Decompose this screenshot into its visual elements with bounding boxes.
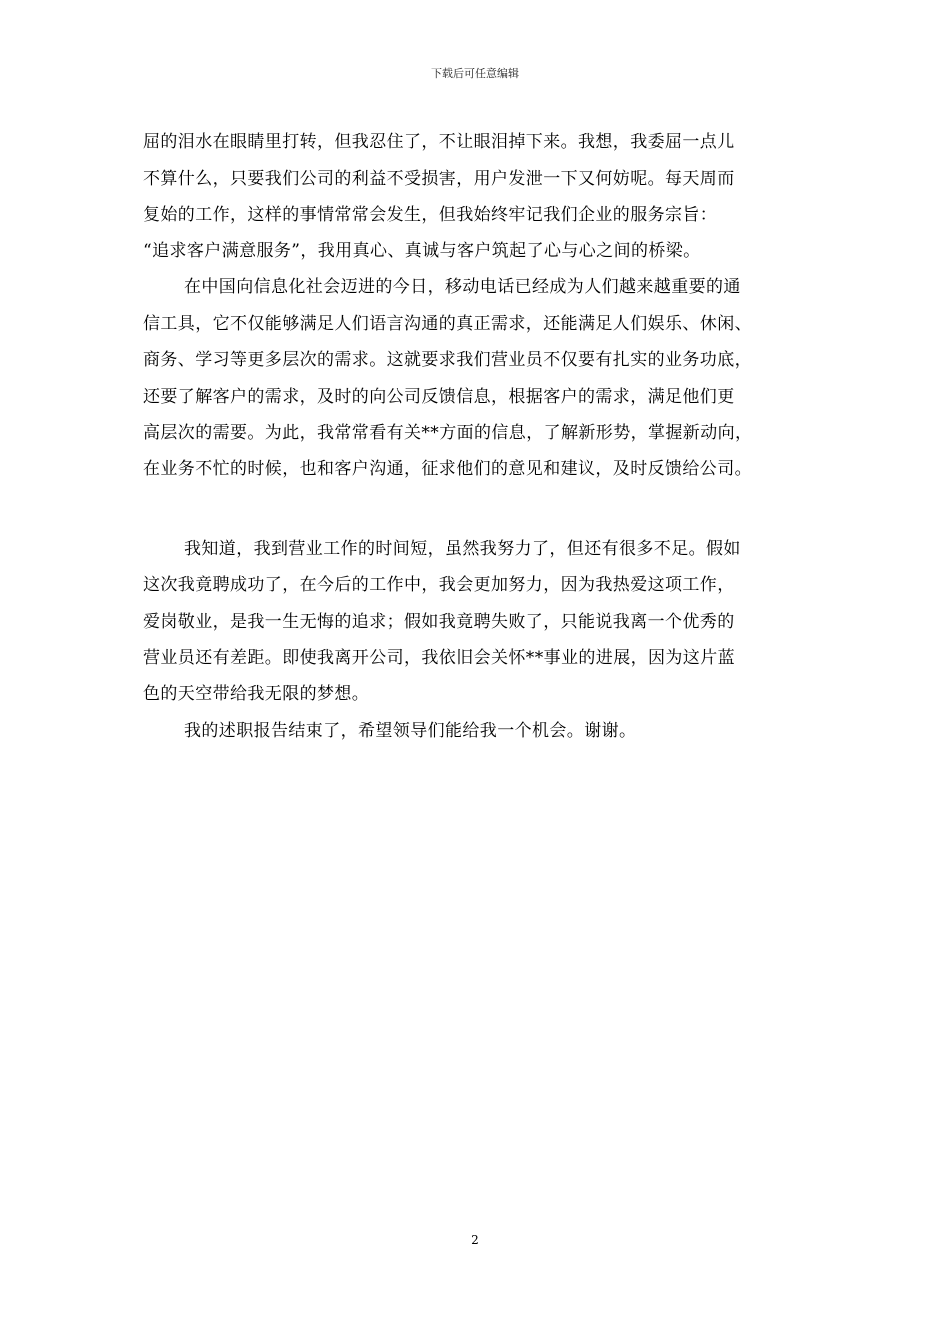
text-line: 商务、学习等更多层次的需求。这就要求我们营业员不仅要有扎实的业务功底， <box>143 350 752 370</box>
text-line: 在业务不忙的时候，也和客户沟通，征求他们的意见和建议，及时反馈给公司。 <box>143 459 752 479</box>
text-line: 不算什么，只要我们公司的利益不受损害，用户发泄一下又何妨呢。每天周而 <box>143 169 735 189</box>
text-line: 营业员还有差距。即使我离开公司，我依旧会关怀**事业的进展，因为这片蓝 <box>143 648 735 668</box>
paragraph-first-line: 在中国向信息化社会迈进的今日，移动电话已经成为人们越来越重要的通 <box>184 277 741 297</box>
paragraph-first-line: 我的述职报告结束了，希望领导们能给我一个机会。谢谢。 <box>184 721 637 741</box>
paragraph-first-line: 我知道，我到营业工作的时间短，虽然我努力了，但还有很多不足。假如 <box>184 539 741 559</box>
page-header: 下载后可任意编辑 <box>431 67 519 80</box>
text-line: 高层次的需要。为此，我常常看有关**方面的信息，了解新形势，掌握新动向， <box>143 423 753 443</box>
text-line: 爱岗敬业，是我一生无悔的追求；假如我竟聘失败了，只能说我离一个优秀的 <box>143 612 735 632</box>
page-number: 2 <box>471 1233 479 1247</box>
text-line: 复始的工作，这样的事情常常会发生，但我始终牢记我们企业的服务宗旨： <box>143 205 718 225</box>
text-line: 屈的泪水在眼睛里打转，但我忍住了，不让眼泪掉下来。我想，我委屈一点儿 <box>143 132 735 152</box>
text-line: 信工具，它不仅能够满足人们语言沟通的真正需求，还能满足人们娱乐、休闲、 <box>143 314 752 334</box>
text-line: 这次我竟聘成功了，在今后的工作中，我会更加努力，因为我热爱这项工作， <box>143 575 735 595</box>
text-line: “追求客户满意服务”，我用真心、真诚与客户筑起了心与心之间的桥梁。 <box>143 241 701 261</box>
text-line: 还要了解客户的需求，及时的向公司反馈信息，根据客户的需求，满足他们更 <box>143 387 735 407</box>
text-line: 色的天空带给我无限的梦想。 <box>143 684 370 704</box>
